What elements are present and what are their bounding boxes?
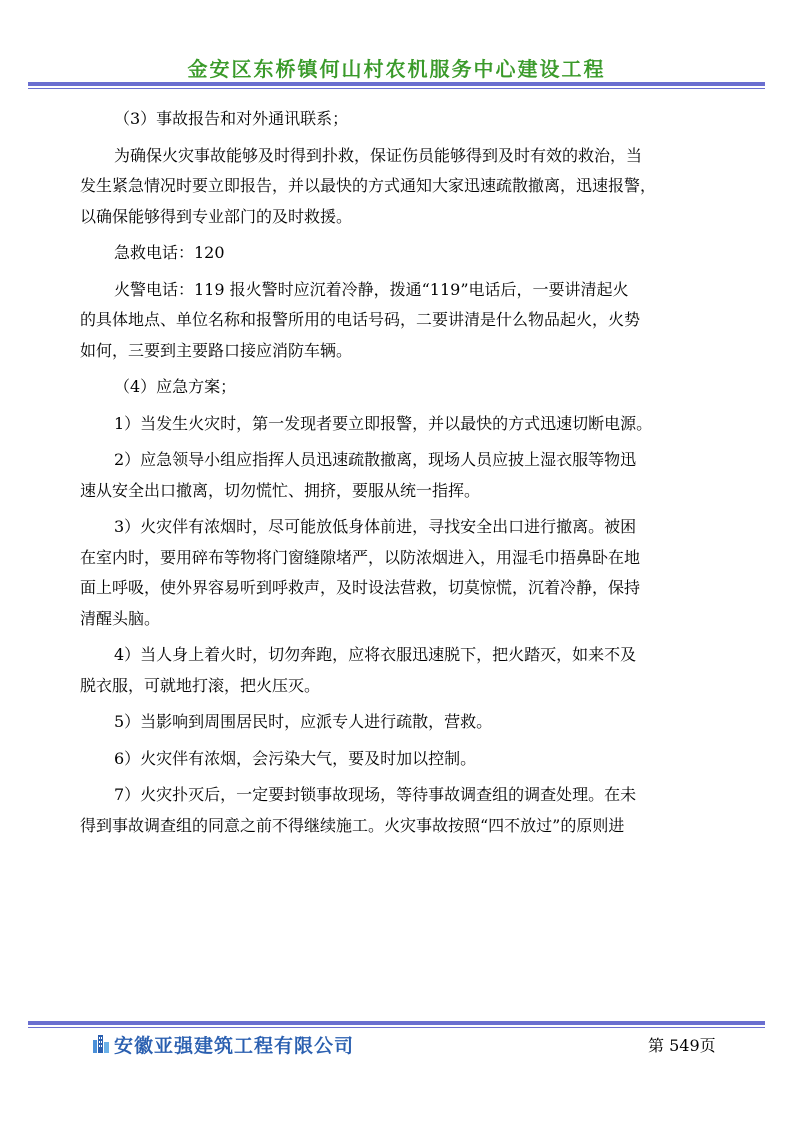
text-line: （4）应急方案；	[114, 377, 237, 396]
text-line: 2）应急领导小组应指挥人员迅速疏散撤离，现场人员应披上湿衣服等物迅	[114, 450, 637, 469]
footer-rule-thick	[28, 1021, 765, 1025]
page-header-title: 金安区东桥镇何山村农机服务中心建设工程	[187, 57, 606, 81]
text-line: 火警电话：119 报火警时应沉着冷静，拨通“119”电话后，一要讲清起火	[114, 279, 629, 299]
paragraph	[80, 141, 720, 233]
text-line: 急救电话：120	[114, 243, 225, 262]
text-line: 清醒头脑。	[80, 608, 161, 628]
paragraph	[80, 640, 720, 701]
text-line: 1）当发生火灾时，第一发现者要立即报警，并以最快的方式迅速切断电源。	[114, 413, 653, 433]
footer-page-number: 第 549页	[648, 1036, 716, 1055]
footer-rule-thin	[28, 1027, 765, 1028]
text-line: 发生紧急情况时要立即报告，并以最快的方式通知大家迅速疏散撤离，迅速报警，	[80, 176, 657, 195]
text-line: 速从安全出口撤离，切勿慌忙、拥挤，要服从统一指挥。	[80, 480, 481, 500]
text-line: 3）火灾伴有浓烟时，尽可能放低身体前进，寻找安全出口进行撤离。被困	[114, 517, 637, 536]
paragraph	[80, 238, 720, 269]
paragraph	[80, 707, 720, 738]
header-rule-thin	[28, 88, 765, 89]
building-logo-icon	[92, 1032, 110, 1054]
paragraph	[80, 744, 720, 775]
text-line: 在室内时，要用碎布等物将门窗缝隙堵严，以防浓烟进入，用湿毛巾捂鼻卧在地	[80, 547, 641, 567]
text-line: 4）当人身上着火时，切勿奔跑，应将衣服迅速脱下，把火踏灭，如来不及	[114, 645, 637, 664]
text-line: 6）火灾伴有浓烟，会污染大气，要及时加以控制。	[114, 748, 477, 768]
paragraph	[80, 372, 720, 403]
text-line: 得到事故调查组的同意之前不得继续施工。火灾事故按照“四不放过”的原则进	[80, 815, 625, 835]
text-line: 5）当影响到周围居民时，应派专人进行疏散，营救。	[114, 712, 493, 731]
footer-company-name: 安徽亚强建筑工程有限公司	[114, 1035, 355, 1057]
paragraph	[80, 409, 720, 440]
paragraph	[80, 275, 720, 367]
paragraph	[80, 780, 720, 841]
text-line: （3）事故报告和对外通讯联系；	[114, 109, 349, 128]
paragraph	[80, 104, 720, 135]
text-line: 面上呼吸，使外界容易听到呼救声，及时设法营救，切莫惊慌，沉着冷静，保持	[80, 578, 641, 597]
text-line: 7）火灾扑灭后，一定要封锁事故现场，等待事故调查组的调查处理。在未	[114, 785, 637, 804]
paragraph	[80, 512, 720, 634]
text-line: 以确保能够得到专业部门的及时救援。	[80, 206, 353, 226]
text-line: 的具体地点、单位名称和报警所用的电话号码，二要讲清是什么物品起火，火势	[80, 310, 641, 329]
text-line: 为确保火灾事故能够及时得到扑救，保证伤员能够得到及时有效的救治，当	[114, 145, 643, 165]
document-body	[80, 104, 720, 841]
paragraph	[80, 445, 720, 506]
text-line: 如何，三要到主要路口接应消防车辆。	[80, 340, 353, 360]
header-rule-thick	[28, 82, 765, 86]
text-line: 脱衣服，可就地打滚，把火压灭。	[80, 675, 321, 695]
